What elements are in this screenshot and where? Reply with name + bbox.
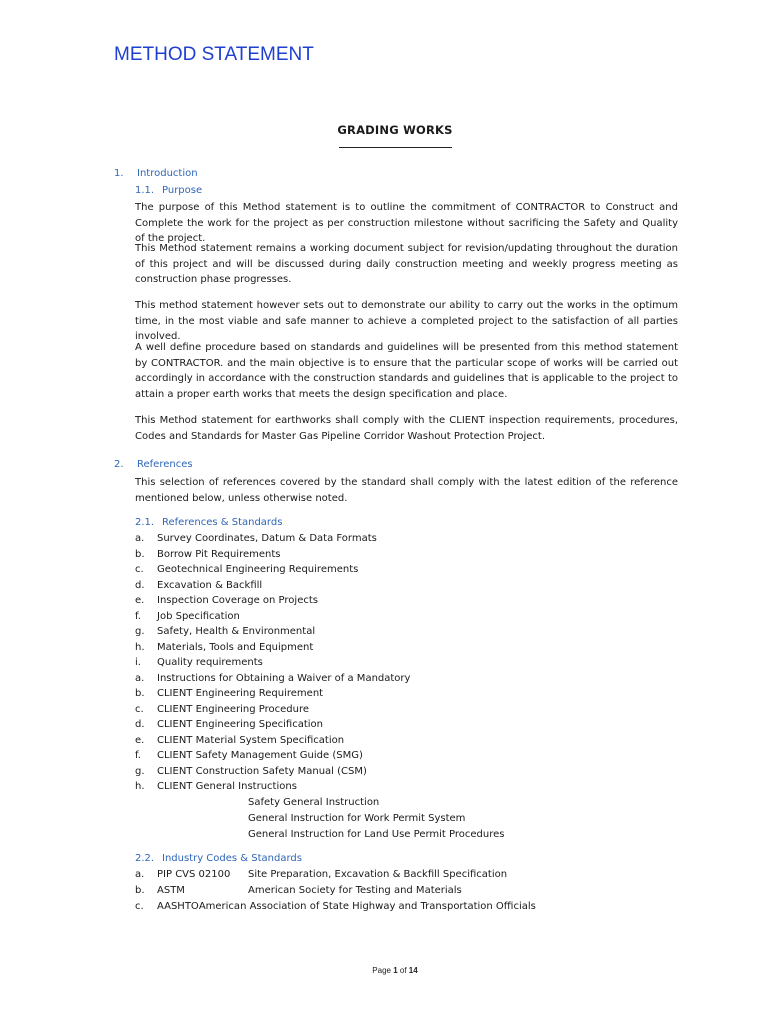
paragraph: The purpose of this Method statement is to outline the commitment of CONTRACTOR to Construct and Complete the work for the project as per construction milestone without sacrificing the Safety and Quality of the project. <box>135 202 678 245</box>
subsection-heading-purpose <box>135 185 202 196</box>
paragraph: This selection of references covered by the standard shall comply with the latest edition of the reference mentioned below, unless otherwise noted. <box>135 477 678 504</box>
list-item: i. Quality requirements <box>135 657 263 668</box>
list-item: g. CLIENT Construction Safety Manual (CSM) <box>135 765 367 777</box>
list-item: Safety General Instruction <box>248 797 380 808</box>
page-footer: Page 1 of 14 <box>372 966 418 975</box>
list-item: b. CLIENT Engineering Requirement <box>135 688 324 699</box>
list-item: b. ASTM American Society for Testing and Materials <box>135 883 536 899</box>
list-item: a. Survey Coordinates, Datum & Data Formats <box>135 533 377 544</box>
subsection-heading-references-standards <box>135 517 282 528</box>
general-instructions-list <box>248 795 504 842</box>
list-item: c. CLIENT Engineering Procedure <box>135 703 310 715</box>
subsection-title: References & Standards <box>162 517 283 528</box>
list-item: g. Safety, Health & Environmental <box>135 626 316 637</box>
list-item: h. Materials, Tools and Equipment <box>135 641 314 653</box>
list-item: f. CLIENT Safety Management Guide (SMG) <box>135 750 363 761</box>
code-name: AASHTO <box>157 901 199 912</box>
title-underline <box>339 147 452 148</box>
list-item: f. Job Specification <box>135 610 240 622</box>
code-name: ASTM <box>157 885 185 896</box>
code-name: PIP CVS 02100 <box>157 869 231 880</box>
subsection-number: 2.1. <box>135 517 155 528</box>
subsection-title: Industry Codes & Standards <box>162 853 302 864</box>
list-item: h. CLIENT General Instructions <box>135 781 297 792</box>
subsection-number: 2.2. <box>135 853 155 864</box>
paragraph: A well define procedure based on standards and guidelines will be presented from this method statement by CONTRACTOR. and the main objective is to ensure that the particular scope of works will be carried out accordingly in accordance with the construction standards and guidelines that is applicable to the project to attain a proper earth works that meets the design specification and place. <box>135 342 678 400</box>
subsection-number: 1.1. <box>135 185 155 196</box>
references-standards-list <box>135 531 410 795</box>
paragraph: This method statement however sets out to demonstrate our ability to carry out the works in the optimum time, in the most viable and safe manner to achieve a completed project to the satisfaction of all parties involved. <box>135 300 678 343</box>
section-title: Introduction <box>137 168 198 179</box>
code-description: Site Preparation, Excavation & Backfill Specification <box>248 869 508 880</box>
code-description: American Society for Testing and Materials <box>248 885 462 896</box>
total-pages: 14 <box>408 966 418 975</box>
paragraph: This Method statement remains a working document subject for revision/updating throughout the duration of this project and will be discussed during daily construction meeting and weekly progress meeting as construction phase progresses. <box>135 243 678 286</box>
section-title: References <box>137 459 193 470</box>
paragraph: This Method statement for earthworks shall comply with the CLIENT inspection requirements, procedures, Codes and Standards for Master Gas Pipeline Corridor Washout Protection Project. <box>135 415 678 442</box>
section-number: 2. <box>114 459 124 470</box>
list-item: b. Borrow Pit Requirements <box>135 548 281 560</box>
industry-codes-list <box>135 867 536 915</box>
subsection-heading-industry-codes <box>135 853 302 864</box>
list-item: a. PIP CVS 02100 Site Preparation, Excavation & Backfill Specification <box>135 867 536 883</box>
section-heading-introduction <box>114 168 198 179</box>
page-title: GRADING WORKS <box>337 123 453 137</box>
document-header-title: METHOD STATEMENT <box>114 44 314 65</box>
list-item: d. Excavation & Backfill <box>135 579 263 591</box>
section-number: 1. <box>114 168 124 179</box>
code-description: American Association of State Highway and Transportation Officials <box>198 901 536 912</box>
list-item: e. CLIENT Material System Specification <box>135 734 345 746</box>
section-heading-references <box>114 459 193 470</box>
list-item: e. Inspection Coverage on Projects <box>135 595 318 606</box>
list-item: a. Instructions for Obtaining a Waiver of a Mandatory <box>135 672 411 684</box>
list-item: General Instruction for Land Use Permit Procedures <box>248 828 505 840</box>
current-page-number: 1 <box>393 966 398 975</box>
list-item: d. CLIENT Engineering Specification <box>135 719 323 730</box>
list-item: c. Geotechnical Engineering Requirements <box>135 564 359 575</box>
list-item: General Instruction for Work Permit System <box>248 812 466 824</box>
list-item: c. AASHTOAmerican Association of State Highway and Transportation Officials <box>135 899 536 915</box>
subsection-title: Purpose <box>162 185 203 196</box>
